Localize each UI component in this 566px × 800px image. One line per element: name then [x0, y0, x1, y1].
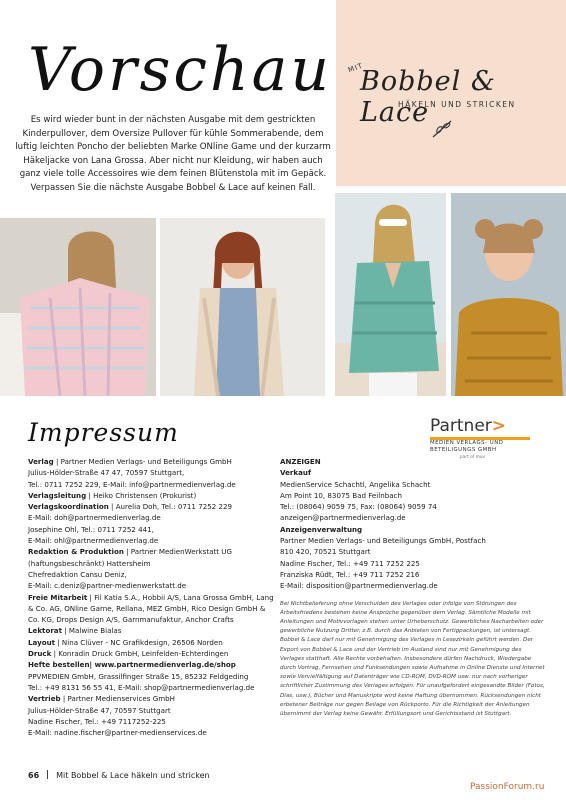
impressum-value: | Heiko Christensen (Prokurist) — [86, 490, 197, 500]
impressum-label: ANZEIGEN — [280, 457, 321, 466]
brand-prefix: MIT — [347, 61, 365, 75]
partner-logo-line3: part of mux — [459, 455, 486, 460]
footer-text: Mit Bobbel & Lace häkeln und stricken — [56, 771, 210, 780]
impressum-line — [280, 490, 545, 501]
impressum-line — [28, 625, 270, 636]
impressum-line — [28, 671, 270, 682]
impressum-line — [280, 456, 545, 467]
impressum-value: MedienService Schachtl, Angelika Schacht — [280, 479, 431, 489]
impressum-line — [280, 501, 545, 512]
impressum-value: | Konradin Druck GmbH, Leinfelden-Echterdingen — [51, 649, 229, 659]
impressum-line — [28, 456, 270, 467]
impressum-value: E-Mail: nadine.fischer@partner-medienservices.de — [28, 728, 207, 738]
impressum-line — [28, 569, 270, 580]
impressum-label: Druck — [28, 649, 52, 659]
impressum-label: Hefte bestellen| www.partnermedienverlag.de/shop — [28, 660, 236, 670]
partner-logo — [430, 416, 540, 460]
impressum-line — [28, 501, 270, 512]
impressum-value: Am Point 10, 83075 Bad Feilnbach — [280, 490, 402, 500]
impressum-line — [28, 693, 270, 704]
impressum-line — [28, 524, 270, 535]
impressum-label: Anzeigenverwaltung — [280, 524, 363, 534]
impressum-value: E-Mail: doh@partnermedienverlag.de — [28, 513, 161, 523]
impressum-line — [280, 467, 545, 478]
impressum-value: Nadine Fischer, Tel.: +49 7117252-225 — [28, 716, 166, 726]
impressum-label: Redaktion & Produktion — [28, 547, 124, 557]
photo-lace-jacket — [160, 218, 325, 396]
impressum-value: Chefredaktion Cansu Deniz, — [28, 569, 127, 579]
chevron-right-icon: > — [491, 416, 507, 436]
impressum-label: Lektorat — [28, 626, 62, 636]
photo-poncho — [0, 218, 156, 396]
impressum-label: Verlagskoordination — [28, 502, 109, 512]
impressum-line — [280, 580, 545, 591]
impressum-value: | Fil Katia S.A., Hobbii A/S, Lana Grossa GmbH, Lang — [87, 592, 274, 602]
impressum-line — [28, 558, 270, 569]
impressum-value: | Aurelia Doh, Tel.: 0711 7252 229 — [108, 502, 233, 512]
impressum-value: Julius-Hölder-Straße 47, 70597 Stuttgart — [28, 705, 171, 715]
footer — [28, 770, 210, 780]
impressum-value: Julius-Hölder-Straße 47 47, 70597 Stuttgart, — [28, 468, 185, 478]
impressum-value: PPVMEDIEN GmbH, Grassilfinger Straße 15, 85232 Feldgeding — [28, 671, 249, 681]
impressum-value: 810 420, 70521 Stuttgart — [280, 547, 371, 557]
impressum-value: & Co. AG, ONline Garne, Rellana, MEZ GmbH, Rico Design GmbH & — [28, 603, 266, 613]
impressum-value: Franziska Rüdt, Tel.: +49 711 7252 216 — [280, 569, 420, 579]
footer-divider — [47, 770, 48, 779]
impressum-label: Layout — [28, 637, 56, 647]
impressum-line — [28, 727, 270, 738]
impressum-line — [280, 558, 545, 569]
impressum-right-column — [280, 456, 545, 719]
impressum-value: anzeigen@partnermedienverlag.de — [280, 513, 406, 523]
impressum-line — [28, 716, 270, 727]
impressum-line — [28, 546, 270, 557]
impressum-line — [280, 535, 545, 546]
impressum-line — [28, 467, 270, 478]
impressum-line — [280, 479, 545, 490]
impressum-line — [28, 603, 270, 614]
impressum-value: (haftungsbeschränkt) Hattersheim — [28, 558, 151, 568]
impressum-value: E-Mail: c.deniz@partner-medienwerkstatt.de — [28, 581, 187, 591]
impressum-value: | Nina Clüver - NC Grafikdesign, 26506 Norden — [55, 637, 223, 647]
impressum-left-column — [28, 456, 274, 738]
watermark: PassionForum.ru — [470, 782, 545, 792]
impressum-line — [28, 490, 270, 501]
impressum-right-lines — [280, 456, 545, 592]
page-number: 66 — [28, 771, 40, 780]
impressum-value: Partner Medien Verlags- und Beteiligungs GmbH, Postfach — [280, 536, 486, 546]
brand-name: Bobbel & Lace — [360, 66, 496, 128]
impressum-label: Verlagsleitung — [28, 490, 87, 500]
impressum-line — [280, 569, 545, 580]
impressum-value: | Partner Medien Verlags- und Beteiligungs GmbH — [53, 457, 232, 466]
page-title: Vorschau — [28, 35, 333, 105]
impressum-line — [280, 524, 545, 535]
impressum-value: Tel.: +49 8131 56 55 41, E-Mail: shop@partnermedienverlag.de — [28, 682, 255, 692]
leaf-icon — [430, 118, 454, 140]
impressum-line — [28, 637, 270, 648]
impressum-value: Tel.: (08064) 9059 75, Fax: (08064) 9059 74 — [280, 502, 437, 512]
impressum-value: | Partner Medienservices GmbH — [60, 694, 175, 704]
impressum-line — [28, 592, 274, 603]
impressum-value: Tel.: 0711 7252 229, E-Mail: info@partnermedienverlag.de — [28, 479, 236, 489]
impressum-value: | Partner MedienWerkstatt UG — [123, 547, 232, 557]
impressum-line — [28, 648, 270, 659]
brand-subtitle: HÄKELN UND STRICKEN — [398, 100, 516, 109]
impressum-value: Josephine Ohl, Tel.: 0711 7252 441, — [28, 524, 154, 534]
impressum-label: Verkauf — [280, 468, 312, 478]
photo-child-pullover — [451, 193, 566, 396]
intro-text: Es wird wieder bunt in der nächsten Ausgabe mit dem gestrickten Kinderpullover, dem Oversize Pullover für kühle Sommerabende, dem luftig leichten Poncho der beliebten Marke ONline Game und der kurzarm Häkeljacke von Lana Grossa. Aber nicht nur Kleidung, wir haben auch ganz viele tolle Accessoires wie dem feinen Blütenstola mit im Gepäck. Verpassen Sie die nächste Ausgabe Bobbel & Lace auf keinen Fall. — [15, 115, 331, 193]
impressum-line — [28, 614, 270, 625]
impressum-value: Nadine Fischer, Tel.: +49 711 7252 225 — [280, 558, 420, 568]
impressum-heading: Impressum — [28, 418, 179, 447]
impressum-line — [28, 580, 270, 591]
partner-logo-line1: MEDIEN VERLAGS- UND — [430, 440, 504, 446]
impressum-line — [28, 535, 270, 546]
impressum-line — [280, 512, 545, 523]
partner-logo-word: Partner — [430, 416, 492, 436]
impressum-value: Co. KG, Drops Design A/S, Garnmanufaktur, Anchor Crafts — [28, 615, 234, 625]
partner-logo-line2: BETEILIGUNGS GMBH — [430, 447, 497, 453]
impressum-value: | Malwine Bialas — [62, 626, 122, 636]
disclaimer-text: Bei Nichtbelieferung ohne Verschulden des Verlages oder infolge von Störungen des Arbeitsfriedens bestehen keine Ansprüche gegenüber dem Verlag. Sämtliche Modelle mit Anleitungen und Motivvorlagen stehen unter Urheberschutz. Gewerbliches Nacharbeiten oder gewerbliche Nutzung Dritter, z.B. durch das Anbieten von Fertigpackungen, ist untersagt. Bobbel & Lace darf nur mit Genehmigung des Verlages in Lesezirkeln geführt werden. Der Export von Bobbel & Lace und der Vertrieb im Ausland sind nur mit Genehmigung des Verlages statthaft. Alle Rechte vorbehalten. Insbesondere dürfen Nachdruck, Wiedergabe durch Vortrag, Fernsehen und Funksendungen sowie Aufnahme in Online Dienste und Internet sowie Vervielfältigung auf Datenträger wie CD-ROM, DVD-ROM usw. nur nach vorheriger schriftlicher Zustimmung des Verlages erfolgen. Für unaufgefordert eingesandte Bilder (Fotos, Dias, usw.), Bücher und Manuskripte wird keine Haftung übernommen. Rücksendungen nicht erbetener Beiträge nur gegen Beilage von Rückporto. Für die Richtigkeit der Anleitungen übernimmt der Verlag keine Gewähr. Erfüllungsort und Gerichtsstand ist Stuttgart. — [280, 600, 545, 717]
impressum-value: E-Mail: disposition@partnermedienverlag.de — [280, 581, 438, 591]
impressum-line — [28, 682, 270, 693]
impressum-value: E-Mail: ohl@partnermedienverlag.de — [28, 536, 159, 546]
photo-green-sweater — [335, 193, 446, 396]
impressum-line — [280, 546, 545, 557]
impressum-label: Freie Mitarbeit — [28, 592, 88, 602]
impressum-line — [28, 512, 270, 523]
impressum-line — [28, 659, 270, 670]
impressum-line — [28, 479, 270, 490]
impressum-label: Vertrieb — [28, 694, 61, 704]
impressum-label: Verlag — [28, 457, 54, 466]
impressum-line — [28, 705, 270, 716]
